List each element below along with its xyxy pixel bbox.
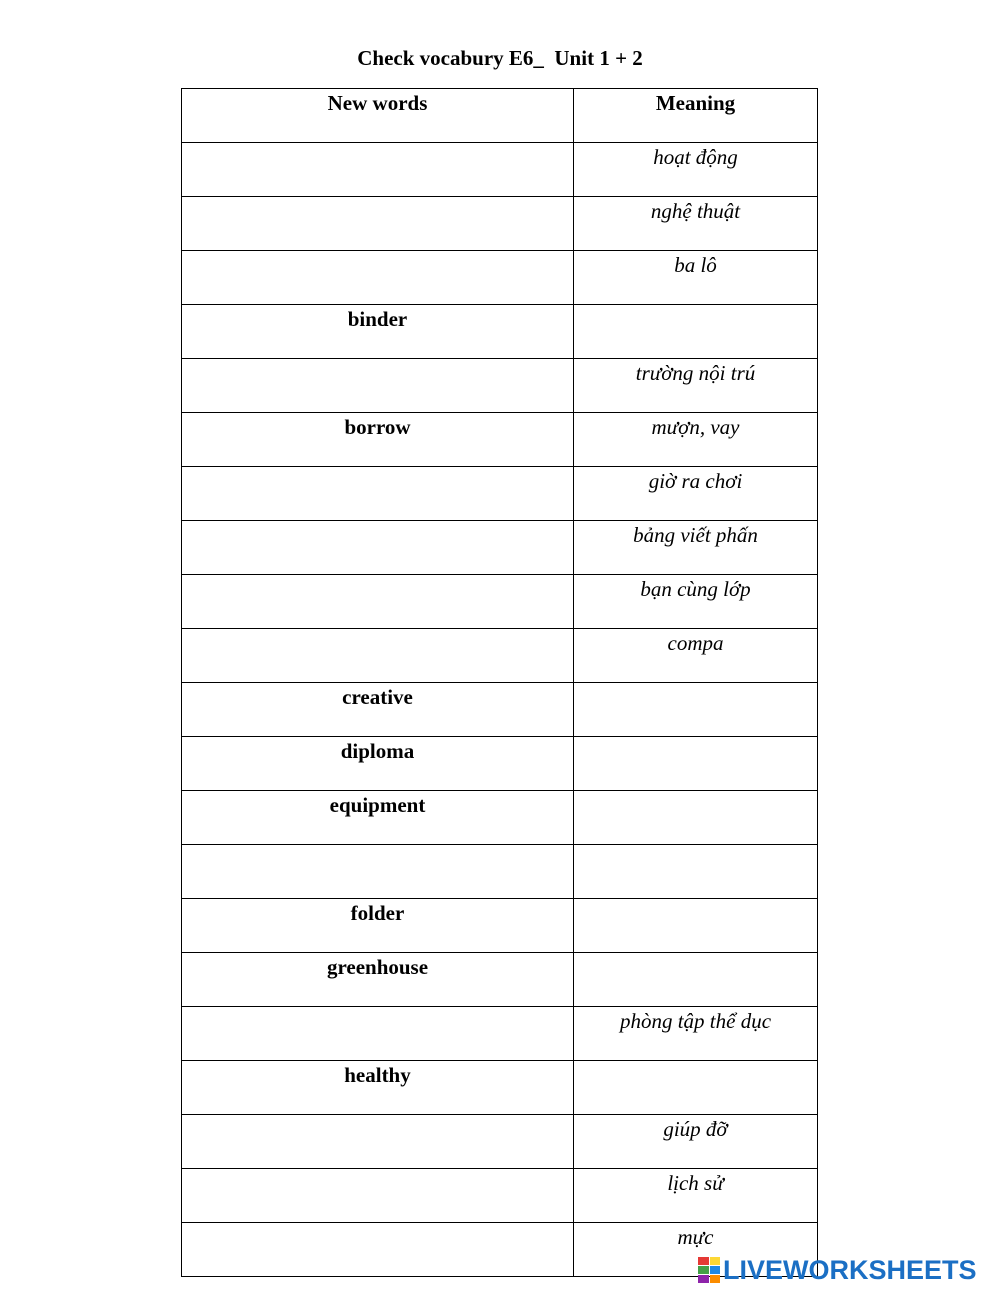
table-row: [182, 143, 818, 197]
page-title: Check vocabury E6_ Unit 1 + 2: [357, 46, 643, 70]
meaning-cell[interactable]: bảng viết phấn: [574, 521, 818, 575]
meaning-cell[interactable]: lịch sử: [574, 1169, 818, 1223]
new-word-cell[interactable]: [182, 845, 574, 899]
new-word-cell[interactable]: [182, 359, 574, 413]
table-row: [182, 1169, 818, 1223]
meaning-cell[interactable]: giúp đỡ: [574, 1115, 818, 1169]
new-word-cell[interactable]: borrow: [182, 413, 574, 467]
logo-block: [698, 1257, 709, 1265]
meaning-cell[interactable]: phòng tập thể dục: [574, 1007, 818, 1061]
logo-block: [698, 1266, 709, 1274]
meaning-cell[interactable]: nghệ thuật: [574, 197, 818, 251]
logo-block: [710, 1257, 721, 1265]
meaning-cell[interactable]: [574, 1061, 818, 1115]
meaning-cell[interactable]: [574, 953, 818, 1007]
new-word-cell[interactable]: [182, 143, 574, 197]
logo-icon: [698, 1257, 720, 1283]
new-word-cell[interactable]: diploma: [182, 737, 574, 791]
table-row: [182, 1115, 818, 1169]
table-row: [182, 359, 818, 413]
new-word-cell[interactable]: [182, 1223, 574, 1277]
table-row: [182, 197, 818, 251]
new-word-cell[interactable]: [182, 1169, 574, 1223]
meaning-cell[interactable]: compa: [574, 629, 818, 683]
meaning-cell[interactable]: [574, 737, 818, 791]
new-word-cell[interactable]: [182, 251, 574, 305]
table-row: [182, 683, 818, 737]
table-row: [182, 413, 818, 467]
table-row: [182, 791, 818, 845]
logo-block: [698, 1275, 709, 1283]
meaning-cell[interactable]: [574, 305, 818, 359]
table-row: [182, 575, 818, 629]
new-word-cell[interactable]: healthy: [182, 1061, 574, 1115]
logo-text: LIVEWORKSHEETS: [723, 1254, 977, 1285]
meaning-cell[interactable]: bạn cùng lớp: [574, 575, 818, 629]
table-header-row: [182, 89, 818, 143]
table-row: [182, 845, 818, 899]
table-row: [182, 251, 818, 305]
meaning-cell[interactable]: mực: [574, 1223, 818, 1277]
new-word-cell[interactable]: folder: [182, 899, 574, 953]
table-row: [182, 1007, 818, 1061]
meaning-cell[interactable]: [574, 845, 818, 899]
meaning-cell[interactable]: giờ ra chơi: [574, 467, 818, 521]
new-word-cell[interactable]: [182, 467, 574, 521]
meaning-cell[interactable]: hoạt động: [574, 143, 818, 197]
table-row: [182, 737, 818, 791]
new-word-cell[interactable]: creative: [182, 683, 574, 737]
column-header-meaning: Meaning: [574, 89, 818, 143]
new-word-cell[interactable]: greenhouse: [182, 953, 574, 1007]
table-row: [182, 521, 818, 575]
new-word-cell[interactable]: [182, 197, 574, 251]
new-word-cell[interactable]: [182, 1115, 574, 1169]
column-header-new-words: New words: [182, 89, 574, 143]
new-word-cell[interactable]: [182, 1007, 574, 1061]
table-row: [182, 629, 818, 683]
new-word-cell[interactable]: [182, 521, 574, 575]
table-row: [182, 953, 818, 1007]
meaning-cell[interactable]: ba lô: [574, 251, 818, 305]
logo-block: [710, 1266, 721, 1274]
table-row: [182, 305, 818, 359]
meaning-cell[interactable]: [574, 899, 818, 953]
new-word-cell[interactable]: [182, 575, 574, 629]
meaning-cell[interactable]: [574, 683, 818, 737]
meaning-cell[interactable]: trường nội trú: [574, 359, 818, 413]
table-row: [182, 1061, 818, 1115]
new-word-cell[interactable]: equipment: [182, 791, 574, 845]
table-row: [182, 899, 818, 953]
liveworksheets-logo: [698, 1256, 977, 1284]
new-word-cell[interactable]: [182, 629, 574, 683]
vocabulary-table: [181, 88, 818, 1277]
new-word-cell[interactable]: binder: [182, 305, 574, 359]
logo-block: [710, 1275, 721, 1283]
meaning-cell[interactable]: [574, 791, 818, 845]
meaning-cell[interactable]: mượn, vay: [574, 413, 818, 467]
table-row: [182, 467, 818, 521]
